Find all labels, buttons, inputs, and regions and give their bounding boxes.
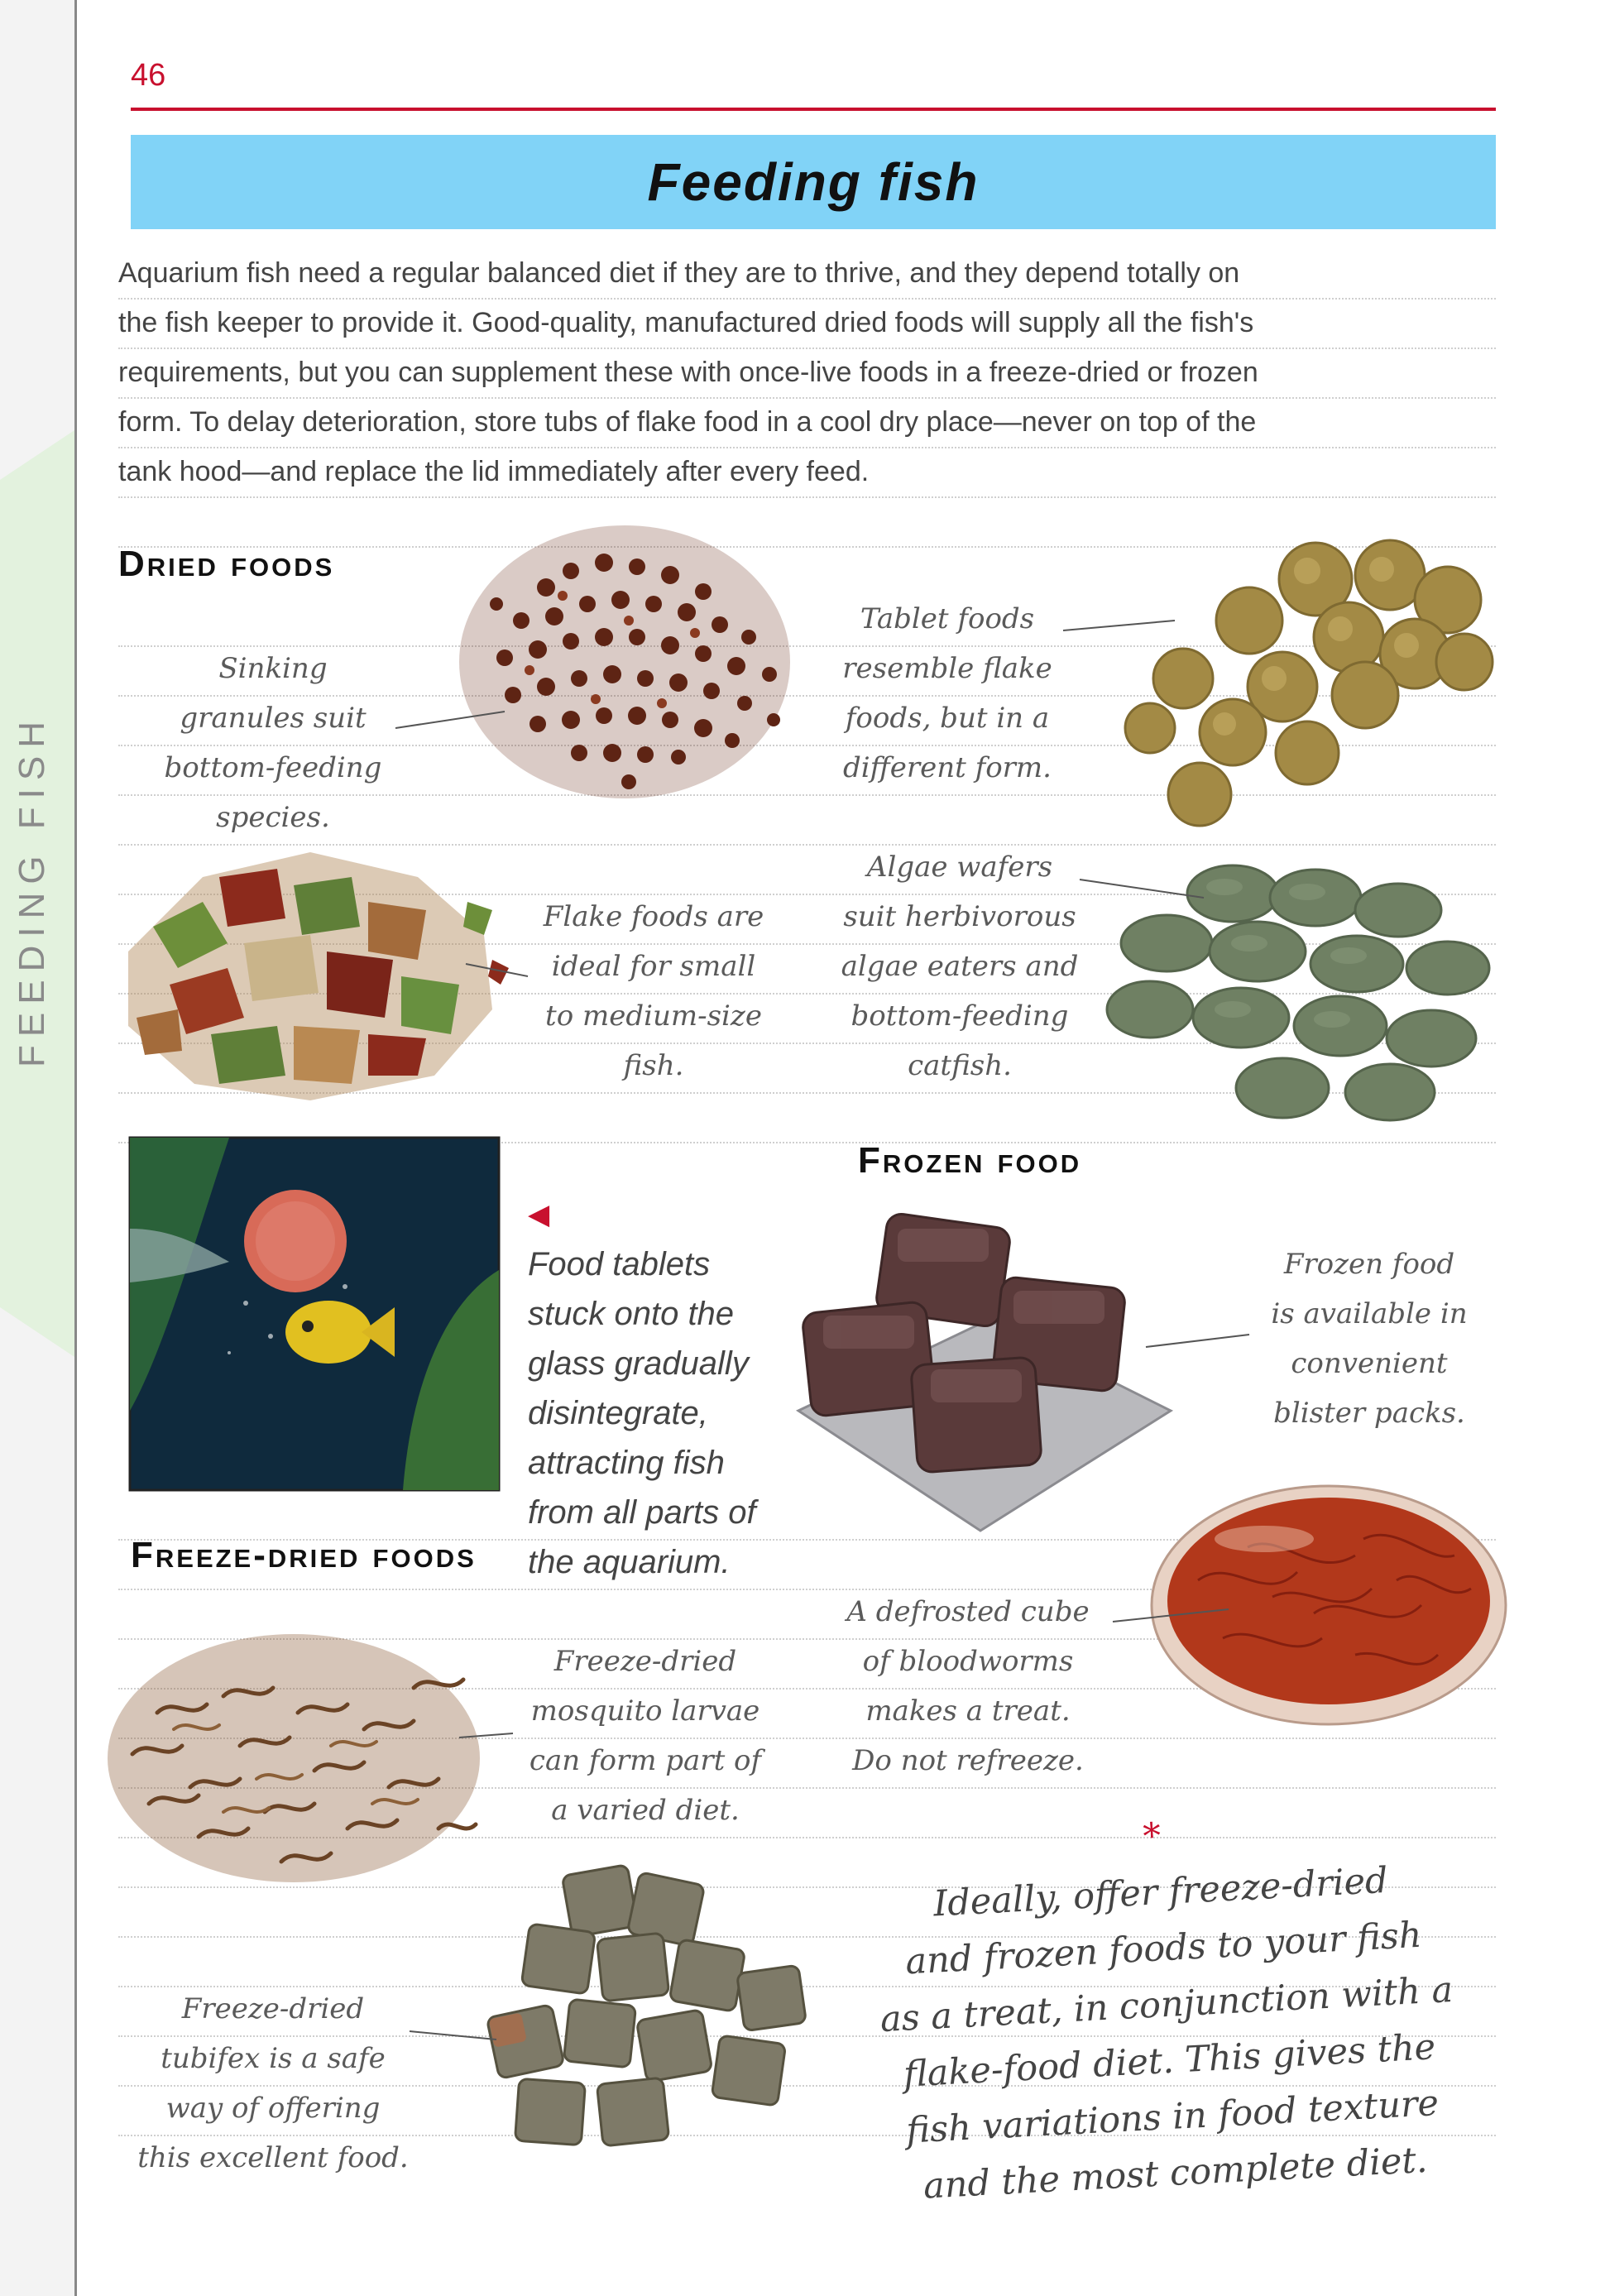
intro-line: tank hood—and replace the lid immediately after every feed. — [118, 456, 870, 487]
food-tablets-caption: ◀ Food tablets stuck onto the glass gradually disintegrate, attracting fish from all parts of the aquarium. — [528, 1190, 756, 1587]
tubifex-caption: Freeze-dried tubifex is a safe way of offering this excellent food. — [137, 1992, 409, 2174]
intro-line: requirements, but you can supplement these with once-live foods in a freeze-dried or frozen — [118, 357, 1258, 388]
dried-foods-heading: Dried foods — [118, 544, 335, 584]
mosquito-larvae-caption: Freeze-dried mosquito larvae can form part of a varied diet. — [529, 1645, 762, 1827]
frozen-food-heading: Frozen food — [858, 1140, 1082, 1181]
tip-note: * Ideally, offer freeze-dried and frozen foods to your fish as a treat, in conjunction with a flake-food diet. This gives the fish variations in food texture and the most complete diet. — [867, 1793, 1466, 2217]
sinking-granules-caption: Sinking granules suit bottom-feeding species. — [164, 652, 382, 834]
freeze-dried-foods-heading: Freeze-dried foods — [131, 1535, 477, 1575]
asterisk-icon: * — [1142, 1815, 1162, 1858]
intro-line: Aquarium fish need a regular balanced diet if they are to thrive, and they depend totally on — [118, 257, 1240, 289]
frozen-food-caption: Frozen food is available in convenient blister packs. — [1271, 1248, 1468, 1430]
algae-wafers-caption: Algae wafers suit herbivorous algae eaters and bottom-feeding catfish. — [841, 851, 1079, 1082]
side-section-label: FEEDING FISH — [12, 712, 52, 1067]
page-number: 46 — [131, 58, 166, 93]
tablet-foods-caption: Tablet foods resemble flake foods, but in a different form. — [842, 602, 1052, 784]
intro-line: form. To delay deterioration, store tubs of flake food in a cool dry place—never on top of the — [118, 406, 1257, 438]
flake-foods-caption: Flake foods are ideal for small to medium-size fish. — [543, 900, 764, 1082]
left-arrow-icon: ◀ — [528, 1199, 550, 1230]
page-title: Feeding fish — [647, 152, 980, 212]
intro-line: the fish keeper to provide it. Good-quality, manufactured dried foods will supply all the fish's — [118, 307, 1254, 338]
bloodworm-caption: A defrosted cube of bloodworms makes a treat. Do not refreeze. — [846, 1595, 1090, 1777]
